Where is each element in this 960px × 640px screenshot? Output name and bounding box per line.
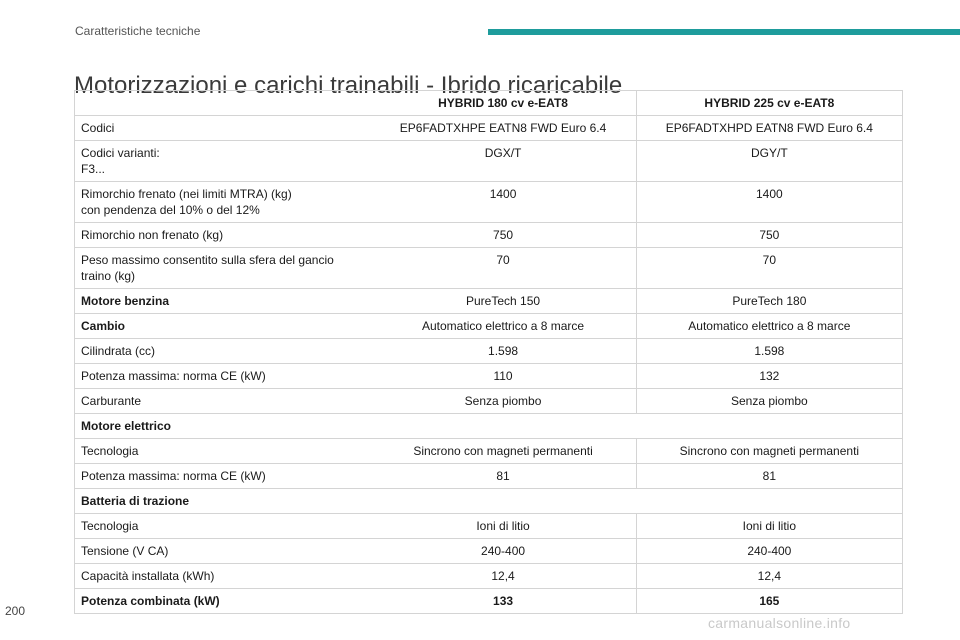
row-value-180: Automatico elettrico a 8 marce (370, 314, 636, 339)
row-label: Rimorchio non frenato (kg) (75, 223, 370, 248)
row-value-225: 12,4 (637, 564, 902, 589)
row-label: Capacità installata (kWh) (75, 564, 370, 589)
table-row (75, 339, 902, 364)
table-row (75, 182, 902, 223)
row-label (75, 141, 370, 182)
row-value-225: 132 (637, 364, 902, 389)
row-label-line2: traino (kg) (81, 269, 136, 283)
row-value-180: Ioni di litio (370, 514, 636, 539)
row-value-180: 750 (370, 223, 636, 248)
row-value-180: 81 (370, 464, 636, 489)
row-label-line1: Rimorchio frenato (nei limiti MTRA) (kg) (81, 187, 292, 201)
row-value-225: 70 (637, 248, 902, 289)
row-value-225: PureTech 180 (637, 289, 902, 314)
row-label: Potenza combinata (kW) (81, 594, 220, 608)
watermark: carmanualsonline.info (708, 615, 851, 631)
row-label: Motore benzina (75, 289, 370, 314)
row-value-225: 1.598 (637, 339, 902, 364)
row-value-225: EP6FADTXHPD EATN8 FWD Euro 6.4 (637, 116, 902, 141)
row-label-line1: Codici varianti: (81, 146, 160, 160)
table-row-total (75, 589, 902, 613)
table-row (75, 439, 902, 464)
page-header (0, 0, 960, 46)
row-value-225 (637, 414, 902, 439)
page-title: Motorizzazioni e carichi trainabili - Ibrido ricaricabile (74, 72, 623, 100)
row-value-180: 1400 (370, 182, 636, 223)
row-label: Tecnologia (75, 439, 370, 464)
row-value-180: PureTech 150 (370, 289, 636, 314)
row-value-225: Automatico elettrico a 8 marce (637, 314, 902, 339)
row-label: Potenza massima: norma CE (kW) (75, 464, 370, 489)
table-row (75, 514, 902, 539)
row-value-225: 750 (637, 223, 902, 248)
row-value-180: Sincrono con magneti permanenti (370, 439, 636, 464)
section-label-motore-elettrico: Motore elettrico (75, 414, 370, 439)
page-number: 200 (5, 604, 26, 618)
row-value-180: 133 (370, 589, 636, 613)
row-label-line1: Peso massimo consentito sulla sfera del gancio (81, 253, 334, 267)
table-row (75, 564, 902, 589)
table-section-row (75, 489, 902, 514)
row-label: Potenza massima: norma CE (kW) (75, 364, 370, 389)
row-label (75, 248, 370, 289)
row-value-180: DGX/T (370, 141, 636, 182)
table-row (75, 464, 902, 489)
table-header-row (75, 91, 902, 116)
row-value-180: 1.598 (370, 339, 636, 364)
row-label: Tecnologia (75, 514, 370, 539)
row-value-225: Sincrono con magneti permanenti (637, 439, 902, 464)
row-value-180: 240-400 (370, 539, 636, 564)
row-label: Cambio (75, 314, 370, 339)
row-value-180: EP6FADTXHPE EATN8 FWD Euro 6.4 (370, 116, 636, 141)
row-label: Codici (75, 116, 370, 141)
row-label (75, 182, 370, 223)
table-row (75, 141, 902, 182)
column-header-hybrid-225: HYBRID 225 cv e-EAT8 (637, 91, 902, 116)
row-value-225: Ioni di litio (637, 514, 902, 539)
table-row (75, 314, 902, 339)
row-value-225: 240-400 (637, 539, 902, 564)
section-label-batteria: Batteria di trazione (75, 489, 370, 514)
table-section-row (75, 414, 902, 439)
row-value-225: DGY/T (637, 141, 902, 182)
row-value-180: 12,4 (370, 564, 636, 589)
row-label: Cilindrata (cc) (75, 339, 370, 364)
row-value-225: 1400 (637, 182, 902, 223)
row-value-225: 165 (759, 594, 780, 608)
row-value-225 (637, 489, 902, 514)
row-value-225: Senza piombo (637, 389, 902, 414)
spec-table (74, 90, 903, 614)
row-label-line2: con pendenza del 10% o del 12% (81, 203, 260, 217)
row-value-180 (370, 489, 636, 514)
row-value-180: Senza piombo (370, 389, 636, 414)
row-value-180 (370, 414, 636, 439)
column-header-hybrid-180: HYBRID 180 cv e-EAT8 (370, 91, 636, 116)
section-label: Caratteristiche tecniche (75, 24, 201, 38)
table-row (75, 248, 902, 289)
row-label-line2: F3... (81, 162, 106, 176)
accent-rule (488, 29, 960, 35)
row-value-180: 110 (370, 364, 636, 389)
column-header-empty (75, 91, 370, 116)
table-row (75, 289, 902, 314)
table-row (75, 116, 902, 141)
table-row (75, 223, 902, 248)
table-row (75, 389, 902, 414)
row-label: Tensione (V CA) (75, 539, 370, 564)
table-row (75, 364, 902, 389)
table-row (75, 539, 902, 564)
row-label: Carburante (75, 389, 370, 414)
row-value-180: 70 (370, 248, 636, 289)
row-value-225: 81 (637, 464, 902, 489)
